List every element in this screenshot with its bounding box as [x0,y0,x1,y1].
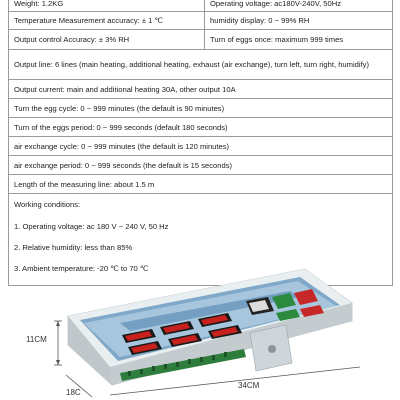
spec-weight: Weight: 1.2KG [9,0,205,12]
product-photo [0,263,400,400]
condition-item: 3. Ambient temperature: -20 ℃ to 70 ℃ [14,264,149,273]
table-row [9,0,393,12]
spec-output-line: Output line: 6 lines (main heating, additional heating, exhaust (air exchange), turn left, turn right, humidify) [9,50,393,80]
table-row [9,12,393,30]
spec-temperature-accuracy: Temperature Measurement accuracy: ± 1 ℃ [9,12,205,30]
spec-output-accuracy: Output control Accuracy: ± 3% RH [9,30,205,50]
height-dimension [54,321,62,365]
table-row [9,156,393,175]
spec-egg-period: Turn of the eggs period: 0 ~ 999 seconds (default 180 seconds) [9,118,393,137]
table-row [9,50,393,80]
height-label: 11CM [26,335,47,344]
spec-output-current: Output current: main and additional heating 30A, other output 10A [9,80,393,99]
depth-label: 18C [66,388,81,397]
controller-illustration [0,263,400,400]
table-row [9,99,393,118]
width-label: 34CM [238,381,260,390]
spec-air-cycle: air exchange cycle: 0 ~ 999 minutes (the default is 120 minutes) [9,137,393,156]
condition-item: 2. Relative humidity: less than 85% [14,243,133,252]
spec-air-period: air exchange period: 0 ~ 999 seconds (the default is 15 seconds) [9,156,393,175]
spec-table [8,0,393,286]
table-row [9,30,393,50]
condition-item: 1. Operating voltage: ac 180 V ~ 240 V, 50 Hz [14,222,169,231]
table-row [9,118,393,137]
spec-humidity-display: humidity display: 0 ~ 99% RH [205,12,393,30]
spec-egg-turns: Turn of eggs once: maximum 999 times [205,30,393,50]
table-row [9,175,393,194]
table-row [9,137,393,156]
conditions-title: Working conditions: [14,200,81,209]
relay-bracket [250,325,292,371]
spec-egg-cycle: Turn the egg cycle: 0 ~ 999 minutes (the default is 90 minutes) [9,99,393,118]
spec-operating-voltage: Operating voltage: ac180V-240V, 50Hz [205,0,393,12]
spec-line-length: Length of the measuring line: about 1.5 m [9,175,393,194]
table-row [9,80,393,99]
